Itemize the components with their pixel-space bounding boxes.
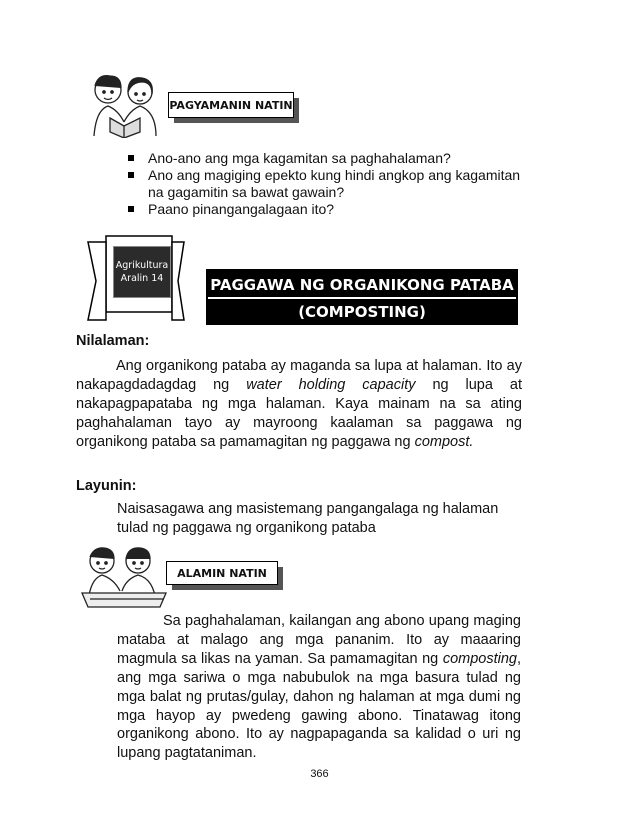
subject-label: Agrikultura: [115, 260, 169, 271]
page-number: 366: [310, 768, 329, 780]
layunin-paragraph: Naisasagawa ang masistemang pangangalaga ng halaman tulad ng paggawa ng organikong pataba: [117, 501, 499, 536]
question-list: [124, 150, 524, 218]
list-item: Paano pinangangalagaan ito?: [124, 201, 524, 218]
alamin-paragraph: Sa paghahalaman, kailangan ang abono upang maging mataba at malago ang mga pananim. Ito ay maaaring magmula sa likas na yaman. Sa pamamagitan ng composting, ang mga sariwa o mga nabubulok na mga basura tulad ng mga balat ng prutas/gulay, dahon ng halaman at mga dumi ng mga hayop ay pwedeng gawing abono. Tinatawag itong organikong abono. Ito ay nagpapaganda sa kalidad o uri ng lupang pagtataniman.: [117, 613, 521, 762]
layunin-heading: Layunin:: [76, 478, 137, 494]
section-label-pagyamanin: PAGYAMANIN NATIN: [168, 92, 294, 118]
title-line-1: PAGGAWA NG ORGANIKONG PATABA: [208, 271, 516, 299]
list-item: Ano-ano ang mga kagamitan sa paghahalaman?: [124, 150, 524, 167]
section-label-alamin: ALAMIN NATIN: [166, 561, 278, 585]
title-line-2: (COMPOSTING): [298, 303, 426, 321]
lesson-badge: [113, 246, 171, 298]
lesson-label: Aralin 14: [120, 273, 164, 284]
lesson-title: [206, 269, 518, 325]
children-reading-illustration: [86, 70, 166, 138]
list-item: Ano ang magiging epekto kung hindi angkop ang kagamitan na gagamitin sa bawat gawain?: [124, 167, 524, 201]
nilalaman-heading: Nilalaman:: [76, 333, 150, 349]
children-writing-illustration: [80, 543, 170, 609]
nilalaman-paragraph: Ang organikong pataba ay maganda sa lupa at halaman. Ito ay nakapagdadagdag ng water holding capacity ng lupa at nakapagpapataba ng mga halaman. Kaya mainam na sa ating paghahalaman tayo ay mayroong kaalaman sa paggawa ng organikong pataba sa pamamagitan ng paggawa ng compost.: [76, 358, 522, 450]
